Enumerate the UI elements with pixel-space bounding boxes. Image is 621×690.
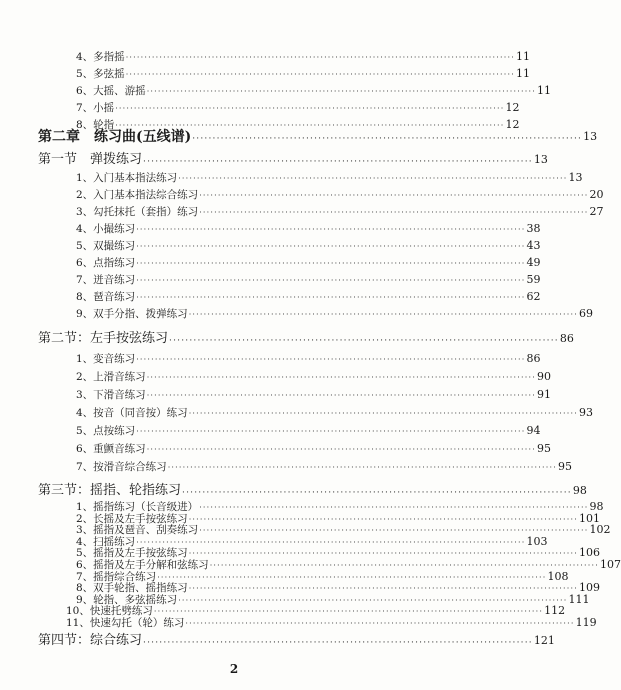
section-title: 第二节：左手按弦练习 (38, 331, 169, 346)
toc-item-page: 103 (526, 534, 548, 548)
leader-dots: ········································································································ (136, 537, 526, 547)
toc-item-label: 1、入门基本指法练习 (76, 172, 178, 184)
leader-dots: ········································································································ (146, 87, 536, 96)
leader-dots: ········································································································ (136, 225, 526, 234)
toc-item (76, 406, 593, 420)
section-page: 86 (559, 332, 574, 345)
toc-item (76, 424, 541, 438)
section-page: 13 (533, 153, 548, 166)
toc-item-label: 5、点按练习 (76, 425, 136, 437)
leader-dots: ········································································································ (199, 191, 589, 200)
leader-dots: ········································································································ (188, 310, 578, 319)
toc-item-label: 4、按音（同音按）练习 (76, 407, 188, 419)
toc-item-label: 8、轮指 (76, 119, 115, 131)
leader-dots: ········································································································ (125, 70, 515, 79)
toc-item-label: 2、长摇及左手按弦练习 (76, 512, 188, 525)
leader-dots: ········································································································ (115, 121, 505, 130)
toc-item-page: 112 (544, 604, 566, 618)
toc-item (76, 188, 604, 202)
toc-item (76, 205, 604, 219)
leader-dots: ········································································································ (188, 514, 578, 524)
toc-item-page: 93 (578, 406, 593, 419)
section-page: 121 (533, 633, 555, 647)
toc-item-label: 5、多弦摇 (76, 68, 125, 80)
toc-item-page: 11 (515, 67, 530, 80)
toc-item (76, 442, 551, 456)
toc-item-label: 9、轮指、多弦摇练习 (76, 593, 178, 606)
leader-dots: ········································································································ (136, 355, 526, 364)
toc-item-label: 5、双撮练习 (76, 240, 136, 252)
leader-dots: ········································································································ (178, 595, 568, 605)
toc-item-page: 95 (557, 460, 572, 473)
leader-dots: ········································································································ (199, 208, 589, 217)
chapter-page: 13 (583, 130, 598, 143)
toc-item-page: 11 (515, 50, 530, 63)
toc-item (76, 84, 551, 98)
toc-item-page: 11 (536, 84, 551, 97)
toc-item-page: 20 (589, 188, 604, 201)
leader-dots: ········································································································ (153, 607, 544, 617)
toc-item-page: 38 (526, 222, 541, 235)
toc-item-label: 6、大摇、游摇 (76, 85, 146, 97)
toc-item-page: 12 (505, 118, 520, 131)
section-heading (38, 330, 574, 348)
toc-item-label: 4、多指摇 (76, 51, 125, 63)
toc-item-page: 109 (578, 581, 600, 595)
page-number: 2 (229, 662, 239, 676)
toc-item-label: 2、上滑音练习 (76, 371, 146, 383)
leader-dots: ········································································································ (188, 409, 578, 418)
toc-item (76, 273, 541, 287)
leader-dots: ································································································ (143, 157, 533, 167)
toc-item (76, 256, 541, 270)
toc-item-page: 13 (568, 171, 583, 184)
toc-item-page: 59 (526, 273, 541, 286)
leader-dots: ········································································································ (125, 53, 515, 62)
section-heading (38, 151, 548, 169)
toc-item-page: 90 (536, 370, 551, 383)
leader-dots: ········································································································ (199, 503, 589, 512)
toc-item-page: 95 (536, 442, 551, 455)
leader-dots: ········································································································ (157, 572, 547, 582)
toc-item-label: 4、扫摇练习 (76, 535, 136, 548)
toc-item (76, 171, 583, 185)
toc-item-page: 101 (578, 511, 600, 525)
toc-item-label: 11、快速勾托（轮）练习 (66, 617, 185, 629)
toc-item-page: 43 (526, 239, 541, 252)
toc-item-label: 10、快速托劈练习 (66, 605, 153, 618)
section-heading (38, 482, 587, 500)
chapter-title: 第二章 练习曲(五线谱) (38, 129, 192, 145)
toc-item-label: 7、按滑音综合练习 (76, 461, 167, 473)
section-page: 98 (572, 484, 587, 497)
section-title: 第三节：摇指、轮指练习 (38, 483, 182, 498)
toc-item (76, 352, 541, 366)
leader-dots: ········································································································ (167, 463, 557, 472)
toc-item-page: 106 (578, 546, 600, 560)
toc-item-page: 49 (526, 256, 541, 269)
toc-item-label: 6、重颤音练习 (76, 443, 146, 455)
toc-item-label: 1、变音练习 (76, 353, 136, 365)
toc-item-page: 86 (526, 352, 541, 365)
leader-dots: ········································································································ (199, 526, 589, 536)
leader-dots: ········································································································ (136, 427, 526, 436)
toc-item-page: 102 (589, 523, 611, 537)
toc-item-label: 8、琶音练习 (76, 291, 136, 303)
leader-dots: ········································································································ (115, 104, 505, 113)
toc-item-page: 107 (599, 558, 621, 571)
toc-item-label: 5、摇指及左手按弦练习 (76, 547, 188, 560)
leader-dots: ········································································································ (136, 259, 526, 268)
leader-dots: ········································································································ (146, 373, 536, 382)
toc-item-label: 3、下滑音练习 (76, 389, 146, 401)
toc-item (76, 460, 572, 474)
toc-item (66, 616, 597, 630)
leader-dots: ········································································································ (146, 391, 536, 400)
leader-dots: ································································································ (169, 336, 559, 346)
toc-item-page: 69 (578, 307, 593, 320)
toc-item-page: 108 (547, 569, 569, 583)
toc-item-label: 7、小摇 (76, 102, 115, 114)
toc-item-label: 7、摇指综合练习 (76, 570, 157, 583)
toc-item (76, 290, 541, 304)
toc-item-label: 6、摇指及左手分解和弦练习 (76, 559, 209, 571)
toc-item-page: 119 (575, 616, 597, 629)
leader-dots: ········································································································ (188, 549, 578, 559)
toc-item (76, 67, 530, 81)
leader-dots: ········································································································ (185, 619, 575, 628)
toc-item-page: 91 (536, 388, 551, 401)
section-heading (38, 632, 555, 650)
toc-item-page: 94 (526, 424, 541, 437)
leader-dots: ········································································································ (136, 276, 526, 285)
toc-item (76, 101, 520, 115)
toc-item (76, 388, 551, 402)
toc-item (76, 239, 541, 253)
toc-item-label: 3、勾托抹托（套指）练习 (76, 206, 199, 218)
toc-item (76, 50, 530, 64)
toc-item-label: 9、双手分指、拨弹练习 (76, 308, 188, 320)
toc-item-label: 2、入门基本指法综合练习 (76, 189, 199, 201)
toc-item-label: 6、点指练习 (76, 257, 136, 269)
chapter-heading (38, 128, 598, 146)
leader-dots: ········································································································ (146, 445, 536, 454)
section-title: 第四节：综合练习 (38, 632, 143, 648)
toc-item (76, 307, 593, 321)
leader-dots: ········································································································ (136, 242, 526, 251)
leader-dots: ········································································································ (188, 584, 578, 594)
section-title: 第一节 弹拨练习 (38, 152, 143, 167)
toc-item-label: 4、小撮练习 (76, 223, 136, 235)
toc-item-page: 12 (505, 101, 520, 114)
toc-item-page: 27 (589, 205, 604, 218)
leader-dots: ········································································································ (178, 174, 568, 183)
toc-item-label: 7、迸音练习 (76, 274, 136, 286)
toc-item-label: 8、双手轮指、摇指练习 (76, 582, 188, 595)
leader-dots: ········································································································ (136, 293, 526, 302)
toc-item-page: 62 (526, 290, 541, 303)
toc-item-label: 3、摇指及琶音、刮奏练习 (76, 524, 199, 537)
leader-dots: ································································································ (143, 637, 533, 648)
leader-dots: ········································································································ (209, 561, 599, 570)
toc-item (76, 370, 551, 384)
toc-item-page: 111 (568, 592, 590, 606)
toc-item-label: 1、摇指练习（长音级进） (76, 501, 199, 513)
leader-dots: ································································································ (192, 134, 583, 144)
toc-item-page: 98 (589, 500, 604, 513)
toc-item (76, 222, 541, 236)
leader-dots: ································································································ (182, 488, 572, 498)
